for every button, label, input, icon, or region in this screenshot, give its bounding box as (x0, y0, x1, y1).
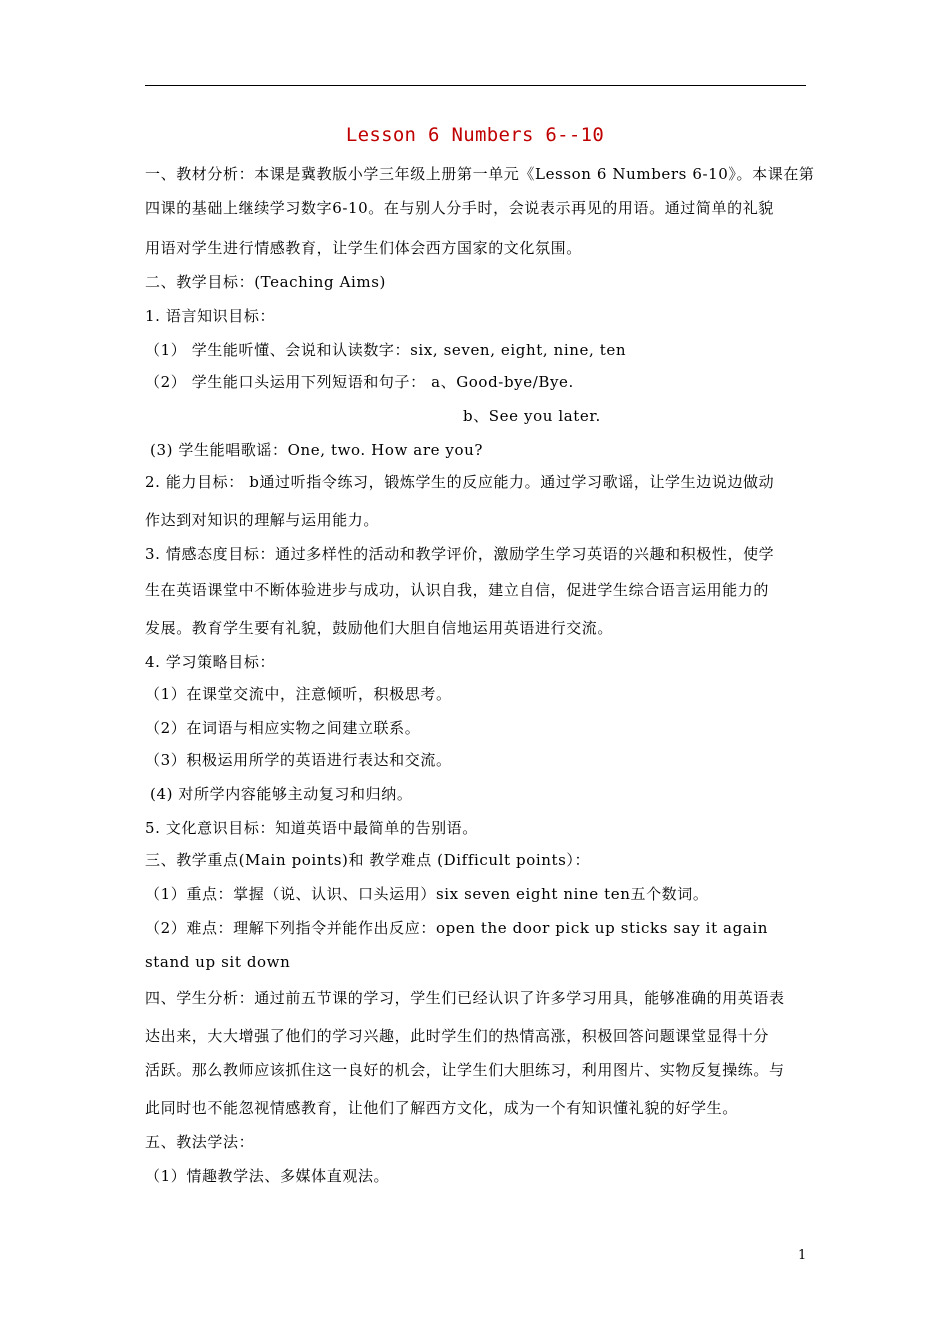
body-line: 生在英语课堂中不断体验进步与成功，认识自我，建立自信，促进学生综合语言运用能力的 (145, 581, 770, 599)
body-line: 活跃。那么教师应该抓住这一良好的机会，让学生们大胆练习，利用图片、实物反复操练。与 (145, 1061, 785, 1079)
body-line: 3. 情感态度目标：通过多样性的活动和教学评价，激励学生学习英语的兴趣和积极性，使学 (145, 545, 775, 563)
body-line: (3) 学生能唱歌谣：One, two. How are you? (150, 441, 484, 459)
body-line: （2）难点：理解下列指令并能作出反应：open the door pick up sticks say it again (145, 919, 769, 937)
body-line: 达出来，大大增强了他们的学习兴趣，此时学生们的热情高涨，积极回答问题课堂显得十分 (145, 1027, 770, 1045)
header-rule (145, 85, 806, 86)
body-line: 5. 文化意识目标：知道英语中最简单的告别语。 (145, 819, 478, 837)
body-line: b、See you later. (463, 407, 601, 425)
page-number: 1 (798, 1248, 807, 1263)
document-title: Lesson 6 Numbers 6--10 (345, 124, 605, 146)
body-line: 四课的基础上继续学习数字6-10。在与别人分手时，会说表示再见的用语。通过简单的礼貌 (145, 199, 774, 217)
body-line: （3）积极运用所学的英语进行表达和交流。 (145, 751, 452, 769)
body-line: 4. 学习策略目标： (145, 653, 276, 671)
body-line: 五、教法学法： (145, 1133, 255, 1151)
body-line: （2） 学生能口头运用下列短语和句子： a、Good-bye/Bye. (145, 373, 574, 391)
body-line: 一、教材分析：本课是冀教版小学三年级上册第一单元《Lesson 6 Numbers 6-10》。本课在第 (145, 165, 815, 183)
body-line: 作达到对知识的理解与运用能力。 (145, 511, 380, 529)
body-line: （2）在词语与相应实物之间建立联系。 (145, 719, 421, 737)
body-line: (4) 对所学内容能够主动复习和归纳。 (150, 785, 413, 803)
body-line: 发展。教育学生要有礼貌，鼓励他们大胆自信地运用英语进行交流。 (145, 619, 614, 637)
body-line: （1）情趣教学法、多媒体直观法。 (145, 1167, 390, 1185)
body-line: 1. 语言知识目标： (145, 307, 276, 325)
body-line: 二、教学目标：(Teaching Aims) (145, 273, 387, 291)
body-line: 四、学生分析：通过前五节课的学习，学生们已经认识了许多学习用具，能够准确的用英语表 (145, 989, 785, 1007)
body-line: （1） 学生能听懂、会说和认读数字：six, seven, eight, nine, ten (145, 341, 627, 359)
body-line: 三、教学重点(Main points)和 教学难点 (Difficult points）： (145, 851, 591, 869)
body-line: （1）在课堂交流中，注意倾听，积极思考。 (145, 685, 452, 703)
body-line: 2. 能力目标： b通过听指令练习，锻炼学生的反应能力。通过学习歌谣，让学生边说边做动 (145, 473, 775, 491)
body-line: 用语对学生进行情感教育，让学生们体会西方国家的文化氛围。 (145, 239, 582, 257)
body-line: （1）重点：掌握（说、认识、口头运用）six seven eight nine ten五个数词。 (145, 885, 709, 903)
body-line: 此同时也不能忽视情感教育，让他们了解西方文化，成为一个有知识懂礼貌的好学生。 (145, 1099, 738, 1117)
body-line: stand up sit down (145, 953, 291, 971)
